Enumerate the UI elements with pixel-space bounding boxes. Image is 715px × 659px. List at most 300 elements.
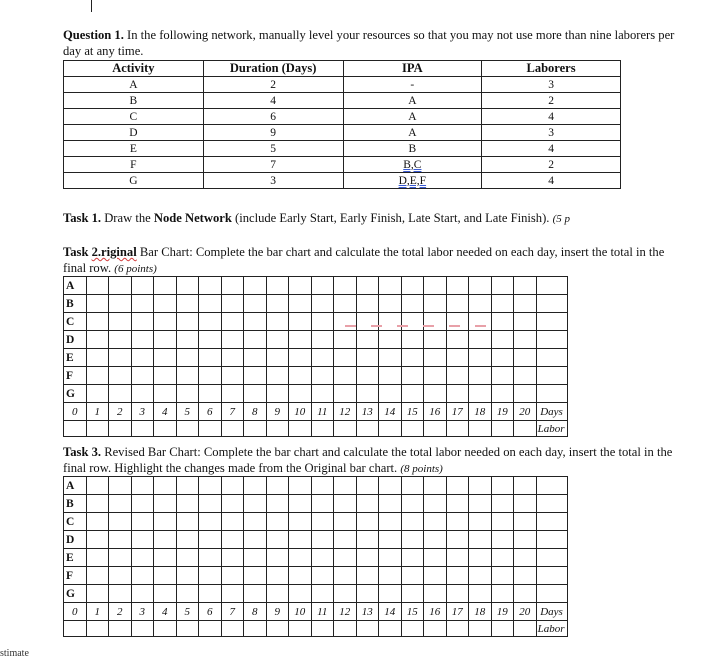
chart-cell[interactable] <box>424 531 447 549</box>
chart-cell[interactable] <box>176 331 199 349</box>
chart-cell[interactable] <box>536 331 567 349</box>
labor-total-cell[interactable] <box>356 421 379 437</box>
chart-cell[interactable] <box>514 567 537 585</box>
chart-cell[interactable] <box>131 495 154 513</box>
chart-cell[interactable] <box>536 477 567 495</box>
chart-cell[interactable] <box>244 549 267 567</box>
chart-cell[interactable] <box>401 495 424 513</box>
labor-total-cell[interactable] <box>154 621 177 637</box>
chart-cell[interactable] <box>469 349 492 367</box>
chart-cell[interactable] <box>356 567 379 585</box>
chart-cell[interactable] <box>356 549 379 567</box>
chart-cell[interactable] <box>176 349 199 367</box>
labor-total-cell[interactable] <box>446 421 469 437</box>
labor-total-cell[interactable] <box>379 421 402 437</box>
chart-cell[interactable] <box>536 567 567 585</box>
chart-cell[interactable] <box>446 477 469 495</box>
chart-cell[interactable] <box>401 367 424 385</box>
chart-cell[interactable] <box>491 495 514 513</box>
chart-cell[interactable] <box>244 531 267 549</box>
labor-total-cell[interactable] <box>64 621 87 637</box>
chart-cell[interactable] <box>379 385 402 403</box>
chart-cell[interactable] <box>514 349 537 367</box>
chart-cell[interactable] <box>266 513 289 531</box>
chart-cell[interactable] <box>154 295 177 313</box>
chart-cell[interactable] <box>289 531 312 549</box>
labor-total-cell[interactable] <box>491 621 514 637</box>
labor-total-cell[interactable] <box>266 621 289 637</box>
chart-cell[interactable] <box>514 277 537 295</box>
chart-cell[interactable] <box>244 277 267 295</box>
chart-cell[interactable] <box>334 585 357 603</box>
chart-cell[interactable] <box>536 549 567 567</box>
chart-cell[interactable] <box>379 277 402 295</box>
chart-cell[interactable] <box>86 549 109 567</box>
chart-cell[interactable] <box>379 367 402 385</box>
chart-cell[interactable] <box>311 331 334 349</box>
chart-cell[interactable] <box>154 385 177 403</box>
chart-cell[interactable] <box>424 477 447 495</box>
chart-cell[interactable] <box>154 313 177 331</box>
chart-cell[interactable] <box>266 549 289 567</box>
chart-cell[interactable] <box>311 513 334 531</box>
chart-cell[interactable] <box>536 585 567 603</box>
chart-cell[interactable] <box>334 531 357 549</box>
chart-cell[interactable] <box>446 349 469 367</box>
chart-cell[interactable] <box>289 331 312 349</box>
chart-cell[interactable] <box>266 531 289 549</box>
labor-total-cell[interactable] <box>356 621 379 637</box>
chart-cell[interactable] <box>446 277 469 295</box>
chart-cell[interactable] <box>356 495 379 513</box>
chart-cell[interactable] <box>244 349 267 367</box>
chart-cell[interactable] <box>446 585 469 603</box>
chart-cell[interactable] <box>491 513 514 531</box>
chart-cell[interactable] <box>221 585 244 603</box>
chart-cell[interactable] <box>514 549 537 567</box>
chart-cell[interactable] <box>289 567 312 585</box>
chart-cell[interactable] <box>514 477 537 495</box>
chart-cell[interactable] <box>199 385 222 403</box>
chart-cell[interactable] <box>131 313 154 331</box>
chart-cell[interactable] <box>86 477 109 495</box>
chart-cell[interactable] <box>221 477 244 495</box>
chart-cell[interactable] <box>221 495 244 513</box>
chart-cell[interactable] <box>491 349 514 367</box>
chart-cell[interactable] <box>334 495 357 513</box>
chart-cell[interactable] <box>469 567 492 585</box>
chart-cell[interactable] <box>244 385 267 403</box>
chart-cell[interactable] <box>401 349 424 367</box>
chart-cell[interactable] <box>401 567 424 585</box>
chart-cell[interactable] <box>356 477 379 495</box>
chart-cell[interactable] <box>446 385 469 403</box>
chart-cell[interactable] <box>266 331 289 349</box>
chart-cell[interactable] <box>469 277 492 295</box>
labor-total-cell[interactable] <box>266 421 289 437</box>
chart-cell[interactable] <box>446 549 469 567</box>
chart-cell[interactable] <box>266 385 289 403</box>
chart-cell[interactable] <box>379 585 402 603</box>
chart-cell[interactable] <box>266 295 289 313</box>
chart-cell[interactable] <box>424 585 447 603</box>
chart-cell[interactable] <box>154 477 177 495</box>
chart-cell[interactable] <box>244 313 267 331</box>
chart-cell[interactable] <box>311 295 334 313</box>
chart-cell[interactable] <box>401 385 424 403</box>
chart-cell[interactable] <box>289 477 312 495</box>
chart-cell[interactable] <box>311 585 334 603</box>
chart-cell[interactable] <box>244 567 267 585</box>
chart-cell[interactable] <box>356 367 379 385</box>
chart-cell[interactable] <box>491 331 514 349</box>
chart-cell[interactable] <box>334 513 357 531</box>
chart-cell[interactable] <box>379 567 402 585</box>
chart-cell[interactable] <box>266 277 289 295</box>
chart-cell[interactable] <box>221 349 244 367</box>
chart-cell[interactable] <box>86 295 109 313</box>
labor-total-cell[interactable] <box>86 421 109 437</box>
chart-cell[interactable] <box>109 477 132 495</box>
chart-cell[interactable] <box>109 567 132 585</box>
chart-cell[interactable] <box>334 567 357 585</box>
labor-total-cell[interactable] <box>244 421 267 437</box>
chart-cell[interactable] <box>379 349 402 367</box>
chart-cell[interactable] <box>514 585 537 603</box>
chart-cell[interactable] <box>424 295 447 313</box>
chart-cell[interactable] <box>424 349 447 367</box>
labor-total-cell[interactable] <box>311 421 334 437</box>
labor-total-cell[interactable] <box>446 621 469 637</box>
chart-cell[interactable] <box>154 531 177 549</box>
chart-cell[interactable] <box>446 513 469 531</box>
chart-cell[interactable] <box>514 513 537 531</box>
chart-cell[interactable] <box>199 331 222 349</box>
chart-cell[interactable] <box>446 531 469 549</box>
chart-cell[interactable] <box>424 313 447 331</box>
chart-cell[interactable] <box>86 385 109 403</box>
chart-cell[interactable] <box>469 385 492 403</box>
labor-total-cell[interactable] <box>176 421 199 437</box>
chart-cell[interactable] <box>536 367 567 385</box>
chart-cell[interactable] <box>109 295 132 313</box>
chart-cell[interactable] <box>536 277 567 295</box>
chart-cell[interactable] <box>334 349 357 367</box>
chart-cell[interactable] <box>199 367 222 385</box>
chart-cell[interactable] <box>469 295 492 313</box>
chart-cell[interactable] <box>266 313 289 331</box>
chart-cell[interactable] <box>446 331 469 349</box>
chart-cell[interactable] <box>244 585 267 603</box>
chart-cell[interactable] <box>199 277 222 295</box>
chart-cell[interactable] <box>536 385 567 403</box>
labor-total-cell[interactable] <box>334 621 357 637</box>
chart-cell[interactable] <box>311 477 334 495</box>
chart-cell[interactable] <box>424 331 447 349</box>
chart-cell[interactable] <box>469 313 492 331</box>
chart-cell[interactable] <box>311 313 334 331</box>
chart-cell[interactable] <box>469 477 492 495</box>
chart-cell[interactable] <box>266 495 289 513</box>
chart-cell[interactable] <box>266 585 289 603</box>
chart-cell[interactable] <box>536 513 567 531</box>
chart-cell[interactable] <box>199 585 222 603</box>
chart-cell[interactable] <box>424 567 447 585</box>
chart-cell[interactable] <box>446 567 469 585</box>
chart-cell[interactable] <box>469 367 492 385</box>
chart-cell[interactable] <box>446 495 469 513</box>
chart-cell[interactable] <box>86 349 109 367</box>
labor-total-cell[interactable] <box>311 621 334 637</box>
chart-cell[interactable] <box>356 513 379 531</box>
labor-total-cell[interactable] <box>401 621 424 637</box>
chart-cell[interactable] <box>199 531 222 549</box>
chart-cell[interactable] <box>514 531 537 549</box>
chart-cell[interactable] <box>199 477 222 495</box>
chart-cell[interactable] <box>446 313 469 331</box>
chart-cell[interactable] <box>266 349 289 367</box>
chart-cell[interactable] <box>334 277 357 295</box>
chart-cell[interactable] <box>109 531 132 549</box>
chart-cell[interactable] <box>109 331 132 349</box>
chart-cell[interactable] <box>356 349 379 367</box>
chart-cell[interactable] <box>379 477 402 495</box>
labor-total-cell[interactable] <box>401 421 424 437</box>
chart-cell[interactable] <box>424 277 447 295</box>
chart-cell[interactable] <box>514 367 537 385</box>
chart-cell[interactable] <box>379 531 402 549</box>
chart-cell[interactable] <box>86 567 109 585</box>
chart-cell[interactable] <box>311 567 334 585</box>
chart-cell[interactable] <box>199 513 222 531</box>
chart-cell[interactable] <box>379 549 402 567</box>
chart-cell[interactable] <box>514 295 537 313</box>
chart-cell[interactable] <box>221 567 244 585</box>
chart-cell[interactable] <box>176 295 199 313</box>
labor-total-cell[interactable] <box>514 621 537 637</box>
chart-cell[interactable] <box>131 385 154 403</box>
chart-cell[interactable] <box>469 549 492 567</box>
chart-cell[interactable] <box>469 495 492 513</box>
chart-cell[interactable] <box>176 385 199 403</box>
chart-cell[interactable] <box>131 477 154 495</box>
chart-cell[interactable] <box>131 295 154 313</box>
chart-cell[interactable] <box>491 385 514 403</box>
chart-cell[interactable] <box>334 477 357 495</box>
chart-cell[interactable] <box>491 531 514 549</box>
chart-cell[interactable] <box>154 277 177 295</box>
chart-cell[interactable] <box>199 549 222 567</box>
chart-cell[interactable] <box>289 367 312 385</box>
chart-cell[interactable] <box>109 513 132 531</box>
chart-cell[interactable] <box>491 313 514 331</box>
chart-cell[interactable] <box>536 531 567 549</box>
chart-cell[interactable] <box>86 331 109 349</box>
chart-cell[interactable] <box>334 549 357 567</box>
chart-cell[interactable] <box>176 367 199 385</box>
chart-cell[interactable] <box>379 295 402 313</box>
chart-cell[interactable] <box>86 313 109 331</box>
chart-cell[interactable] <box>199 495 222 513</box>
chart-cell[interactable] <box>109 549 132 567</box>
chart-cell[interactable] <box>311 531 334 549</box>
chart-cell[interactable] <box>289 495 312 513</box>
chart-cell[interactable] <box>154 367 177 385</box>
chart-cell[interactable] <box>86 367 109 385</box>
chart-cell[interactable] <box>176 585 199 603</box>
chart-cell[interactable] <box>176 567 199 585</box>
chart-cell[interactable] <box>199 349 222 367</box>
chart-cell[interactable] <box>469 585 492 603</box>
labor-total-cell[interactable] <box>289 621 312 637</box>
chart-cell[interactable] <box>244 331 267 349</box>
chart-cell[interactable] <box>109 495 132 513</box>
labor-total-cell[interactable] <box>244 621 267 637</box>
chart-cell[interactable] <box>131 349 154 367</box>
chart-cell[interactable] <box>491 367 514 385</box>
chart-cell[interactable] <box>401 331 424 349</box>
labor-total-cell[interactable] <box>379 621 402 637</box>
chart-cell[interactable] <box>154 331 177 349</box>
labor-total-cell[interactable] <box>109 421 132 437</box>
chart-cell[interactable] <box>86 513 109 531</box>
chart-cell[interactable] <box>514 313 537 331</box>
labor-total-cell[interactable] <box>514 421 537 437</box>
chart-cell[interactable] <box>356 385 379 403</box>
chart-cell[interactable] <box>334 313 357 331</box>
chart-cell[interactable] <box>334 331 357 349</box>
chart-cell[interactable] <box>469 331 492 349</box>
chart-cell[interactable] <box>131 567 154 585</box>
chart-cell[interactable] <box>199 567 222 585</box>
chart-cell[interactable] <box>199 295 222 313</box>
chart-cell[interactable] <box>289 385 312 403</box>
chart-cell[interactable] <box>289 585 312 603</box>
chart-cell[interactable] <box>176 531 199 549</box>
chart-cell[interactable] <box>379 495 402 513</box>
chart-cell[interactable] <box>289 313 312 331</box>
chart-cell[interactable] <box>86 585 109 603</box>
chart-cell[interactable] <box>154 513 177 531</box>
labor-total-cell[interactable] <box>109 621 132 637</box>
chart-cell[interactable] <box>176 513 199 531</box>
chart-cell[interactable] <box>424 495 447 513</box>
labor-total-cell[interactable] <box>199 421 222 437</box>
chart-cell[interactable] <box>401 513 424 531</box>
chart-cell[interactable] <box>109 367 132 385</box>
chart-cell[interactable] <box>491 477 514 495</box>
chart-cell[interactable] <box>109 349 132 367</box>
labor-total-cell[interactable] <box>131 421 154 437</box>
labor-total-cell[interactable] <box>469 421 492 437</box>
chart-cell[interactable] <box>176 313 199 331</box>
chart-cell[interactable] <box>356 531 379 549</box>
chart-cell[interactable] <box>266 567 289 585</box>
chart-cell[interactable] <box>469 513 492 531</box>
chart-cell[interactable] <box>131 585 154 603</box>
chart-cell[interactable] <box>131 331 154 349</box>
chart-cell[interactable] <box>289 349 312 367</box>
chart-cell[interactable] <box>401 313 424 331</box>
labor-total-cell[interactable] <box>424 421 447 437</box>
chart-cell[interactable] <box>491 567 514 585</box>
chart-cell[interactable] <box>221 385 244 403</box>
chart-cell[interactable] <box>334 295 357 313</box>
labor-total-cell[interactable] <box>64 421 87 437</box>
chart-cell[interactable] <box>289 277 312 295</box>
chart-cell[interactable] <box>131 277 154 295</box>
chart-cell[interactable] <box>244 495 267 513</box>
chart-cell[interactable] <box>311 495 334 513</box>
labor-total-cell[interactable] <box>176 621 199 637</box>
chart-cell[interactable] <box>176 495 199 513</box>
chart-cell[interactable] <box>86 495 109 513</box>
chart-cell[interactable] <box>401 477 424 495</box>
labor-total-cell[interactable] <box>334 421 357 437</box>
chart-cell[interactable] <box>311 385 334 403</box>
chart-cell[interactable] <box>244 295 267 313</box>
chart-cell[interactable] <box>356 313 379 331</box>
chart-cell[interactable] <box>289 295 312 313</box>
chart-cell[interactable] <box>334 367 357 385</box>
chart-cell[interactable] <box>154 495 177 513</box>
chart-cell[interactable] <box>289 513 312 531</box>
chart-cell[interactable] <box>536 495 567 513</box>
chart-cell[interactable] <box>221 549 244 567</box>
chart-cell[interactable] <box>379 331 402 349</box>
chart-cell[interactable] <box>109 313 132 331</box>
chart-cell[interactable] <box>86 277 109 295</box>
chart-cell[interactable] <box>221 513 244 531</box>
chart-cell[interactable] <box>244 367 267 385</box>
chart-cell[interactable] <box>536 349 567 367</box>
chart-cell[interactable] <box>131 367 154 385</box>
chart-cell[interactable] <box>154 549 177 567</box>
chart-cell[interactable] <box>176 277 199 295</box>
chart-cell[interactable] <box>131 531 154 549</box>
chart-cell[interactable] <box>109 585 132 603</box>
chart-cell[interactable] <box>401 549 424 567</box>
chart-cell[interactable] <box>221 531 244 549</box>
chart-cell[interactable] <box>311 367 334 385</box>
chart-cell[interactable] <box>356 331 379 349</box>
chart-cell[interactable] <box>221 367 244 385</box>
labor-total-cell[interactable] <box>154 421 177 437</box>
chart-cell[interactable] <box>401 295 424 313</box>
chart-cell[interactable] <box>86 531 109 549</box>
labor-total-cell[interactable] <box>86 621 109 637</box>
chart-cell[interactable] <box>176 549 199 567</box>
chart-cell[interactable] <box>491 295 514 313</box>
labor-total-cell[interactable] <box>221 621 244 637</box>
chart-cell[interactable] <box>356 277 379 295</box>
chart-cell[interactable] <box>266 477 289 495</box>
chart-cell[interactable] <box>424 549 447 567</box>
chart-cell[interactable] <box>491 549 514 567</box>
chart-cell[interactable] <box>221 331 244 349</box>
chart-cell[interactable] <box>401 531 424 549</box>
chart-cell[interactable] <box>356 295 379 313</box>
labor-total-cell[interactable] <box>131 621 154 637</box>
chart-cell[interactable] <box>536 313 567 331</box>
chart-cell[interactable] <box>379 313 402 331</box>
chart-cell[interactable] <box>424 367 447 385</box>
chart-cell[interactable] <box>469 531 492 549</box>
chart-cell[interactable] <box>244 477 267 495</box>
chart-cell[interactable] <box>446 295 469 313</box>
chart-cell[interactable] <box>131 549 154 567</box>
chart-cell[interactable] <box>334 385 357 403</box>
